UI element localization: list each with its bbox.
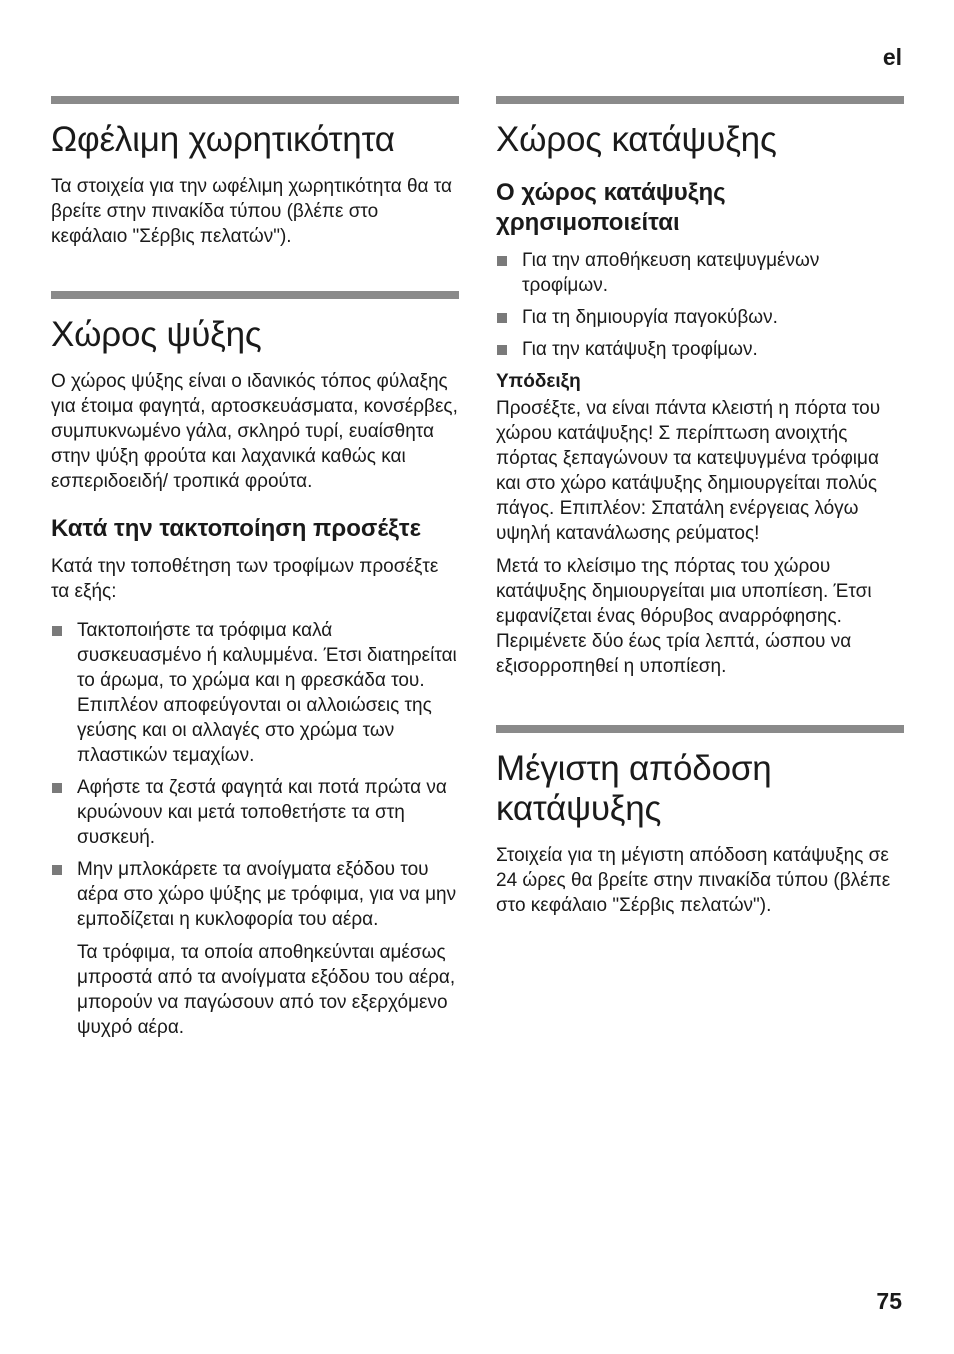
list-item-text: Για την αποθήκευση κατεψυγμένων τροφίμων. [522,250,820,296]
list-item [496,305,904,330]
freezer-text: Μετά το κλείσιμο της πόρτας του χώρου κατάψυξης δημιουργείται μια υποπίεση. Έτσι εμφανίζεται ένας θόρυβος αναρρόφησης. Περιμένετε δύο έως τρία λεπτά, ώσπου να εξισορροπηθεί η υποπίεση. [496,556,872,677]
section-divider [496,725,904,733]
max-freezing-text: Στοιχεία για τη μέγιστη απόδοση κατάψυξης σε 24 ώρες θα βρείτε στην πινακίδα τύπου (βλέπε στο κεφάλαιο "Σέρβις πελατών"). [496,845,891,916]
bullet-square-icon [52,865,62,875]
storage-intro: Κατά την τοποθέτηση των τροφίμων προσέξτε τα εξής: [51,556,439,602]
section-divider [496,96,904,104]
bullet-square-icon [52,783,62,793]
language-code: el [882,44,902,70]
list-item [51,857,459,932]
section-divider [51,96,459,104]
left-column [51,96,459,1048]
section-divider [51,291,459,299]
list-item-text: Για την κατάψυξη τροφίμων. [522,339,758,360]
bullet-square-icon [497,256,507,266]
list-item [51,775,459,850]
page-number: 75 [876,1288,902,1314]
list-item [496,248,904,298]
bullet-square-icon [497,313,507,323]
hint-heading: Υπόδειξη [496,371,581,392]
storage-bullet-list [51,618,459,932]
bullet-square-icon [52,626,62,636]
list-item [496,337,904,362]
list-item-text: Αφήστε τα ζεστά φαγητά και ποτά πρώτα να κρυώνουν και μετά τοποθετήστε τα στη συσκευή. [77,777,447,848]
fridge-heading: Χώρος ψύξης [51,315,262,354]
list-item [51,618,459,768]
freezer-use-list [496,248,904,362]
freezer-use-subheading: Ο χώρος κατάψυξης χρησιμοποιείται [496,179,726,236]
list-item-text: Για τη δημιουργία παγοκύβων. [522,307,778,328]
useful-capacity-text: Τα στοιχεία για την ωφέλιμη χωρητικότητα θα τα βρείτε στην πινακίδα τύπου (βλέπε στο κεφάλαιο "Σέρβις πελατών"). [51,176,453,247]
hint-text: Προσέξτε, να είναι πάντα κλειστή η πόρτα του χώρου κατάψυξης! Σ περίπτωση ανοιχτής πόρτας ξεπαγώνουν τα κατεψυγμένα τρόφιμα και στο χώρο κατάψυξης δημιουργείται πολύς πάγος. Επιπλέον: Σπατάλη ενέργειας λόγω υψηλή κατανάλωσης ρεύματος! [496,398,881,544]
list-item-text: Τακτοποιήστε τα τρόφιμα καλά συσκευασμένο ή καλυμμένα. Έτσι διατηρείται το άρωμα, το χρώμα και η φρεσκάδα του. Επιπλέον αποφεύγονται οι αλλοιώσεις της γεύσης και οι αλλαγές στο χρώμα των πλαστικών τεμαχίων. [77,620,457,766]
fridge-text: Ο χώρος ψύξης είναι ο ιδανικός τόπος φύλαξης για έτοιμα φαγητά, αρτοσκευάσματα, κονσέρβες, συμπυκνωμένο γάλα, σκληρό τυρί, ευαίσθητα στην ψύξη φρούτα και λαχανικά καθώς και εσπεριδοειδή/ τροπικά φρούτα. [51,371,458,492]
list-item-text: Μην μπλοκάρετε τα ανοίγματα εξόδου του αέρα στο χώρο ψύξης με τρόφιμα, για να μην εμποδίζεται η κυκλοφορία του αέρα. [77,859,457,930]
freezer-heading: Χώρος κατάψυξης [496,120,777,159]
max-freezing-heading: Μέγιστη απόδοση κατάψυξης [496,749,772,828]
useful-capacity-heading: Ωφέλιμη χωρητικότητα [51,120,395,159]
right-column [496,96,904,926]
storage-subheading: Κατά την τακτοποίηση προσέξτε [51,515,421,542]
storage-note: Τα τρόφιμα, τα οποία αποθηκεύνται αμέσως μπροστά από τα ανοίγματα εξόδου του αέρα, μπορούν να παγώσουν από τον εξερχόμενο ψυχρό αέρα. [77,942,456,1038]
bullet-square-icon [497,345,507,355]
